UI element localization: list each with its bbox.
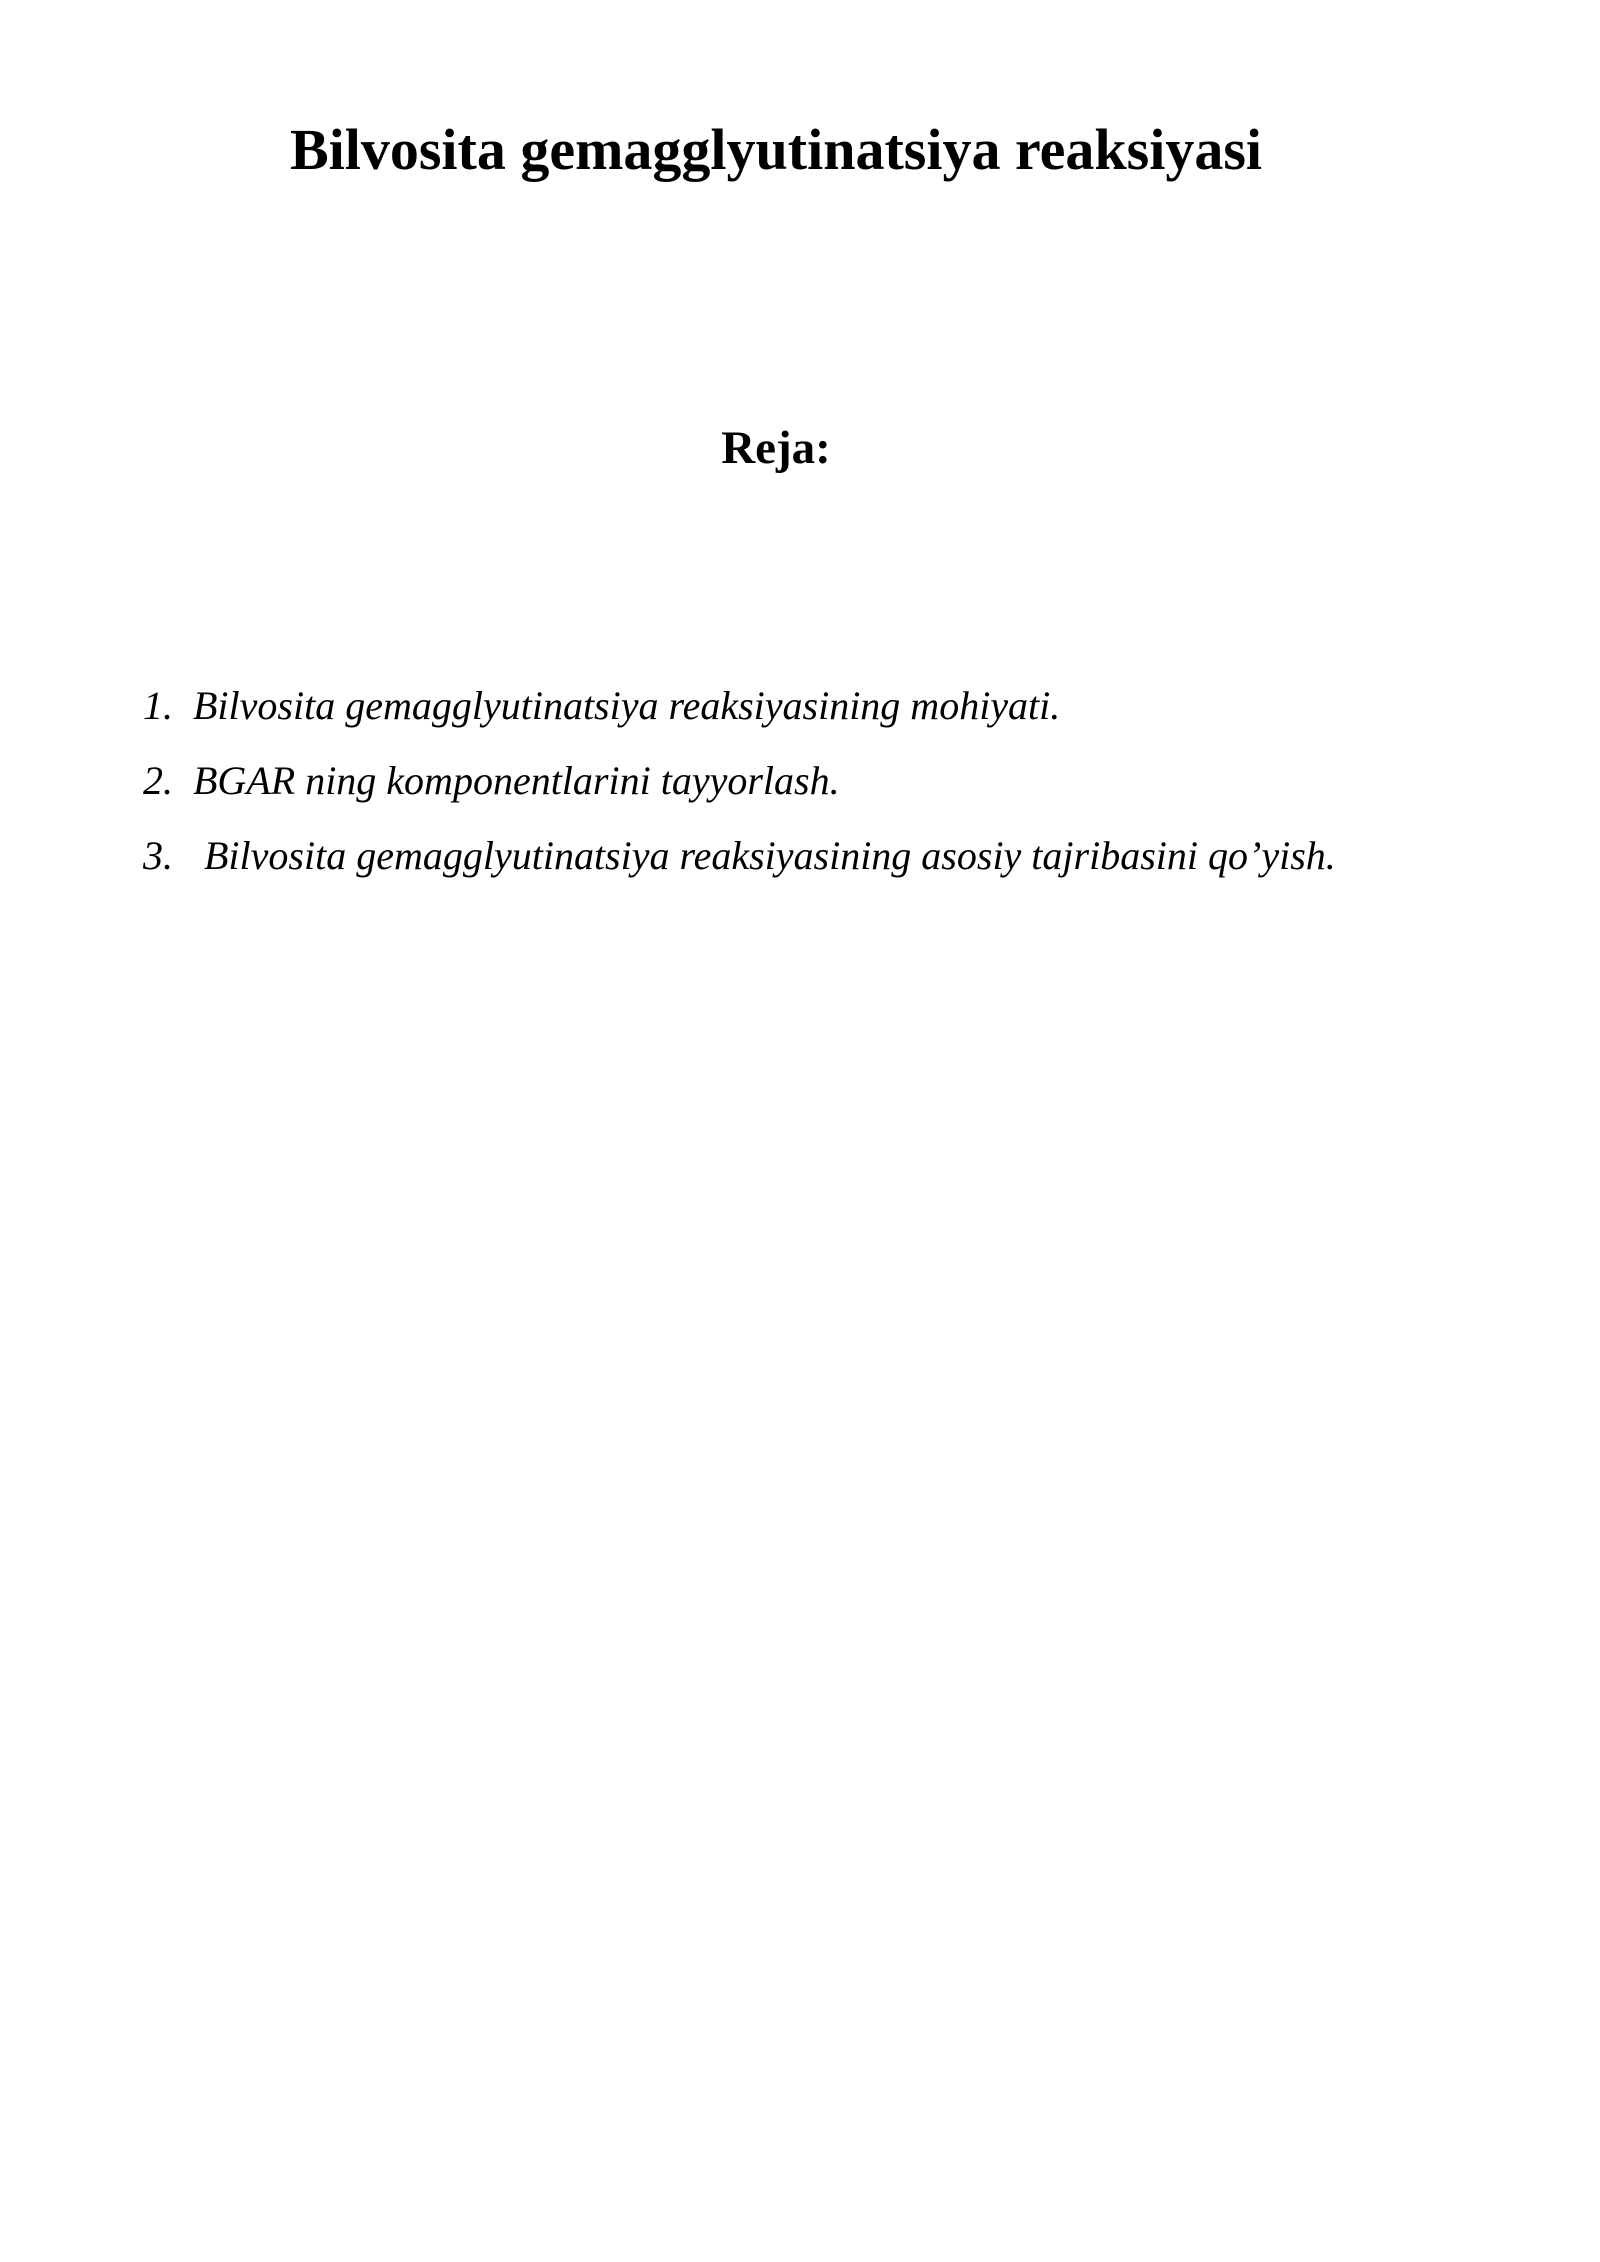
plan-item-text: Bilvosita gemagglyutinatsiya reaksiyasining asosiy tajribasini qo’yish. (204, 833, 1336, 878)
plan-item (143, 818, 1336, 893)
plan-heading: Reja: (721, 422, 831, 474)
plan-item (143, 743, 1336, 818)
plan-item-text: Bilvosita gemagglyutinatsiya reaksiyasining mohiyati. (193, 683, 1061, 728)
plan-item-number: 1. (143, 683, 173, 728)
document-title: Bilvosita gemagglyutinatsiya reaksiyasi (289, 117, 1263, 182)
plan-item-number: 2. (143, 758, 173, 803)
plan-item-number: 3. (143, 833, 173, 878)
plan-list (143, 668, 1336, 893)
plan-item-text: BGAR ning komponentlarini tayyorlash. (193, 758, 840, 803)
plan-item (143, 668, 1336, 743)
